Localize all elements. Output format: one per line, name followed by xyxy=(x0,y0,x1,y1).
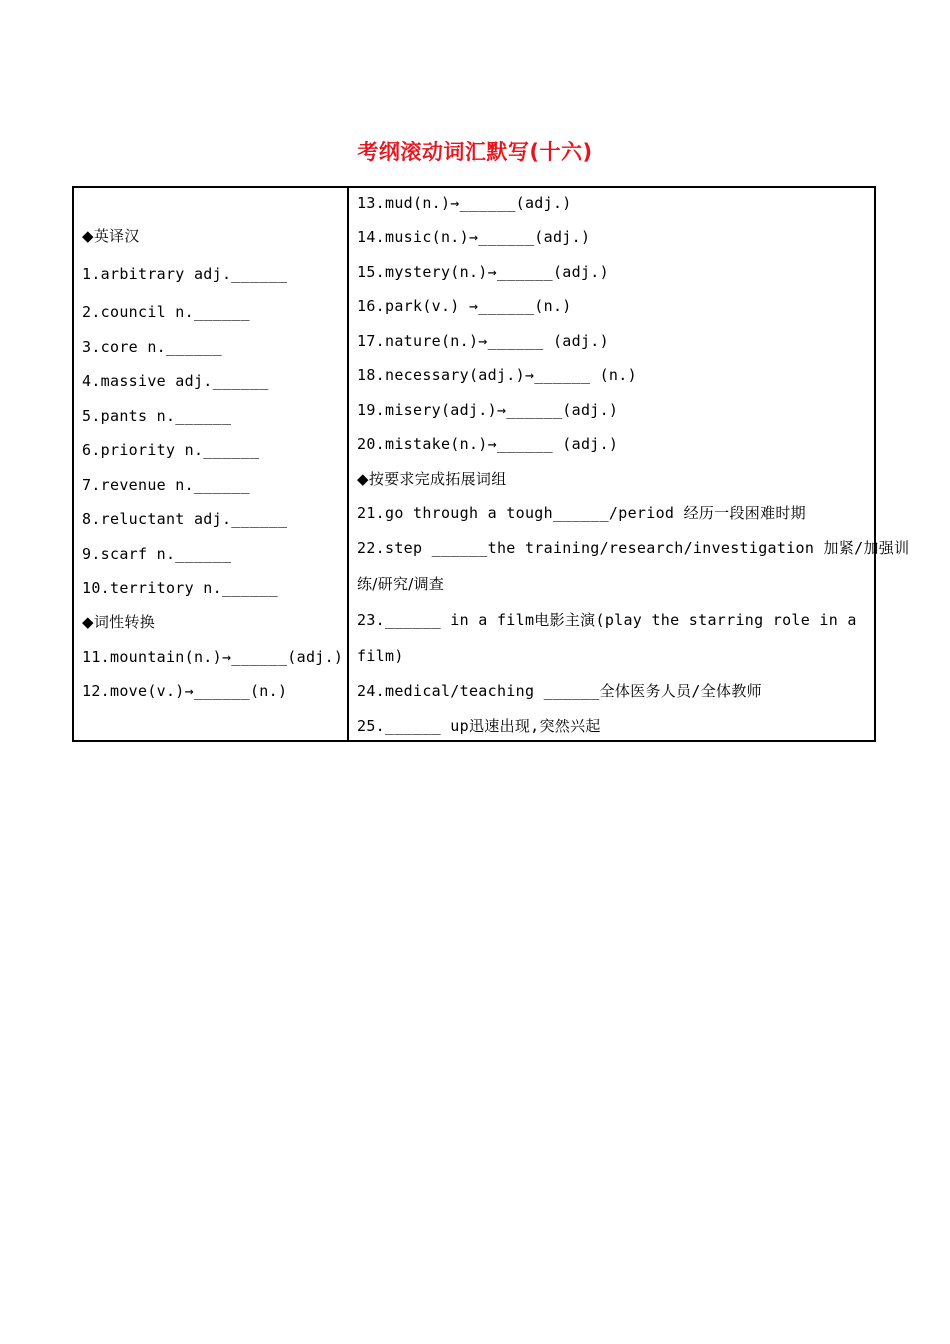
section-heading-english-to-chinese: ◆英译汉 xyxy=(82,227,140,245)
list-item: 16.park(v.) →______(n.) xyxy=(357,297,572,315)
list-item: 19.misery(adj.)→______(adj.) xyxy=(357,401,619,419)
section-heading-word-conversion: ◆词性转换 xyxy=(82,613,156,631)
list-item: 11.mountain(n.)→______(adj.) xyxy=(82,648,344,666)
list-item: 1.arbitrary adj.______ xyxy=(82,265,288,283)
list-item: 3.core n.______ xyxy=(82,338,222,356)
list-item: 9.scarf n.______ xyxy=(82,545,232,563)
list-item: 8.reluctant adj.______ xyxy=(82,510,288,528)
column-divider xyxy=(347,188,349,740)
list-item: 24.medical/teaching ______全体医务人员/全体教师 xyxy=(357,682,762,700)
list-item: 20.mistake(n.)→______ (adj.) xyxy=(357,435,619,453)
list-item: 13.mud(n.)→______(adj.) xyxy=(357,194,572,212)
list-item: 7.revenue n.______ xyxy=(82,476,250,494)
list-item: 23.______ in a film电影主演(play the starring role in a xyxy=(357,611,857,629)
list-item: 12.move(v.)→______(n.) xyxy=(82,682,288,700)
list-item: 14.music(n.)→______(adj.) xyxy=(357,228,591,246)
list-item: 10.territory n.______ xyxy=(82,579,278,597)
list-item: 2.council n.______ xyxy=(82,303,250,321)
vocabulary-table xyxy=(72,186,910,742)
list-item: 17.nature(n.)→______ (adj.) xyxy=(357,332,609,350)
list-item: 18.necessary(adj.)→______ (n.) xyxy=(357,366,637,384)
list-item: 15.mystery(n.)→______(adj.) xyxy=(357,263,609,281)
list-item: 25.______ up迅速出现,突然兴起 xyxy=(357,717,601,735)
list-item: 5.pants n.______ xyxy=(82,407,232,425)
section-heading-phrase-expansion: ◆按要求完成拓展词组 xyxy=(357,470,507,488)
list-item: film) xyxy=(357,647,404,665)
list-item: 21.go through a tough______/period 经历一段困难时期 xyxy=(357,504,806,522)
list-item: 4.massive adj.______ xyxy=(82,372,269,390)
list-item: 练/研究/调查 xyxy=(357,575,445,593)
document-title: 考纲滚动词汇默写(十六) xyxy=(357,140,593,164)
list-item: 22.step ______the training/research/investigation 加紧/加强训 xyxy=(357,539,910,557)
list-item: 6.priority n.______ xyxy=(82,441,260,459)
